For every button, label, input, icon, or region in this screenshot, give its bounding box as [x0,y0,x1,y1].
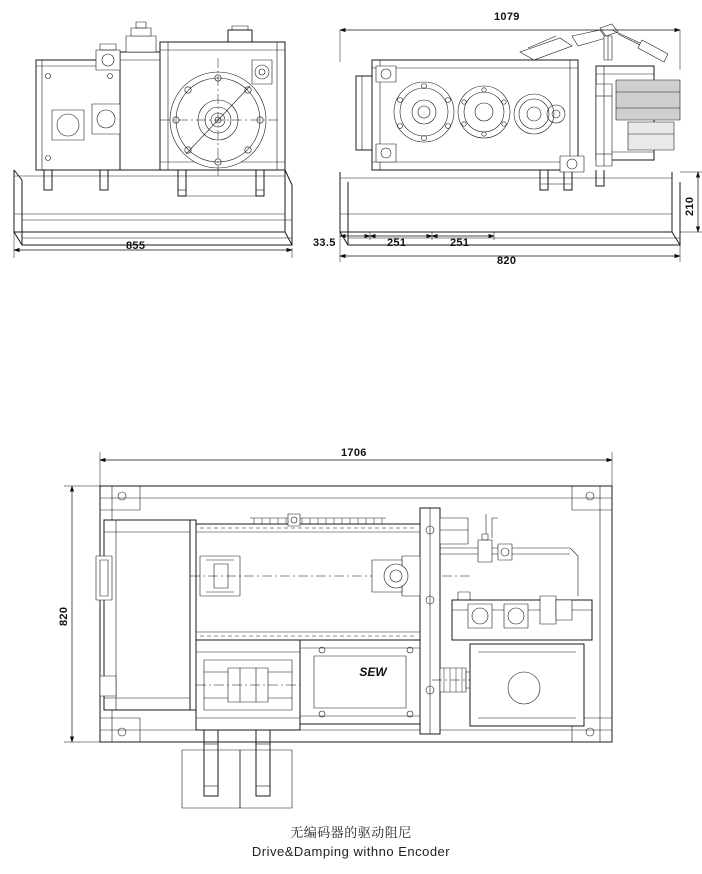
dim-label-33-5: 33.5 [313,237,336,249]
dim-label-820-front: 820 [497,255,517,267]
dim-label-820-plan: 820 [58,606,70,626]
dim-label-251-b: 251 [450,237,470,249]
sew-brand-mark: SEW [359,665,387,679]
dim-label-251-a: 251 [387,237,407,249]
caption-chinese: 无编码器的驱动阻尼 [290,825,412,840]
dim-label-855: 855 [126,240,146,252]
caption-english: Drive&Damping withno Encoder [251,844,451,859]
plan-view-geometry [96,486,612,808]
dim-label-1706: 1706 [341,447,367,459]
dim-label-210: 210 [684,196,696,216]
side-elevation-geometry [14,22,292,245]
front-elevation-geometry [340,24,680,245]
dim-label-1079: 1079 [494,11,520,23]
